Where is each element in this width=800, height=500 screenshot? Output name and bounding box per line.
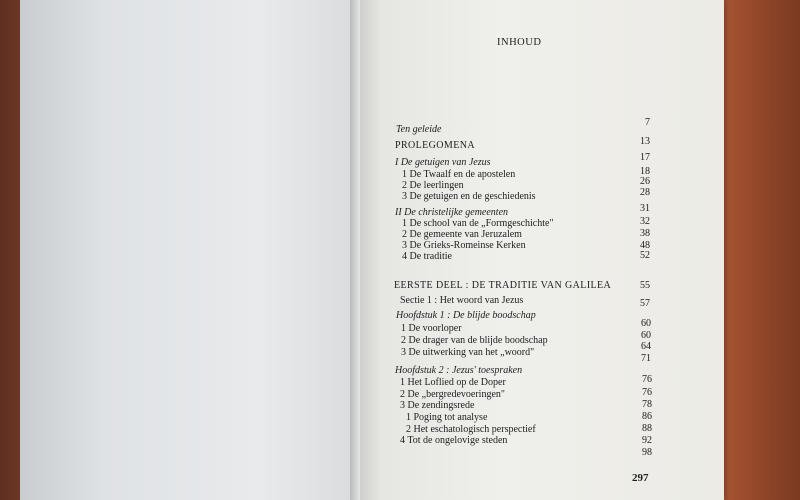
toc-entry-text: 2 Het eschatologisch perspectief	[406, 424, 536, 435]
toc-entry-page: 76	[642, 387, 652, 398]
toc-entry-page: 55	[640, 280, 650, 291]
toc-entry-page: 60	[641, 318, 651, 329]
toc-entry-text: Hoofdstuk 1 : De blijde boodschap	[396, 310, 536, 321]
toc-entry-text: 4 Tot de ongelovige steden	[400, 435, 508, 446]
toc-entry-text: 3 De uitwerking van het „woord"	[401, 347, 535, 358]
page-title: INHOUD	[497, 37, 542, 48]
toc-entry-text: 2 De „bergredevoeringen"	[400, 389, 505, 400]
toc-entry-page: 18	[640, 166, 650, 177]
toc-entry-page: 88	[642, 423, 652, 434]
toc-entry-page: 26	[640, 176, 650, 187]
toc-entry-text: II De christelijke gemeenten	[395, 207, 509, 218]
toc-entry-page: 32	[640, 216, 650, 227]
page-number: 297	[632, 472, 649, 484]
toc-entry-page: 17	[640, 152, 650, 163]
toc-entry-page: 71	[641, 353, 651, 364]
toc-entry-text: 2 De leerlingen	[402, 180, 464, 191]
toc-entry-page: 92	[642, 435, 652, 446]
toc-entry-page: 98	[642, 447, 652, 458]
toc-entry-page: 28	[640, 187, 650, 198]
toc-entry-text: 2 De gemeente van Jeruzalem	[402, 229, 522, 240]
toc-entry-text: Ten geleide	[396, 124, 442, 135]
toc-entry-page: 76	[642, 374, 652, 385]
toc-entry-text: Hoofdstuk 2 : Jezus' toespraken	[395, 365, 523, 376]
toc-entry-page: 57	[640, 298, 650, 309]
toc-entry-page: 38	[640, 228, 650, 239]
toc-entry-page: 52	[640, 250, 650, 261]
toc-entry-text: PROLEGOMENA	[395, 140, 475, 151]
toc-entry-text: 3 De zendingsrede	[400, 400, 475, 411]
toc-entry-page: 13	[640, 136, 650, 147]
toc-entry-text: 1 De voorloper	[401, 323, 462, 334]
toc-entry-text: 2 De drager van de blijde boodschap	[401, 335, 548, 346]
toc-entry-page: 64	[641, 341, 651, 352]
toc-entry-page: 78	[642, 399, 652, 410]
toc-entry-text: I De getuigen van Jezus	[395, 157, 491, 168]
toc-entry-page: 31	[640, 203, 650, 214]
toc-entry-page: 86	[642, 411, 652, 422]
toc-entry-text: Sectie 1 : Het woord van Jezus	[400, 295, 524, 306]
toc-entry-text: 4 De traditie	[402, 251, 452, 262]
toc-entry-text: 3 De getuigen en de geschiedenis	[402, 191, 536, 202]
toc-entry-text: 1 De school van de „Formgeschichte"	[402, 218, 554, 229]
toc-entry-page: 48	[640, 240, 650, 251]
toc-entry-page: 60	[641, 330, 651, 341]
toc-entry-text: 1 Poging tot analyse	[406, 412, 488, 423]
toc-entry-text: 1 Het Loflied op de Doper	[400, 377, 506, 388]
toc-entry-text: EERSTE DEEL : DE TRADITIE VAN GALILEA	[394, 280, 612, 291]
toc-entry-text: 3 De Grieks-Romeinse Kerken	[402, 240, 526, 251]
toc-entry-page: 7	[645, 117, 650, 128]
toc-entry-text: 1 De Twaalf en de apostelen	[402, 169, 516, 180]
